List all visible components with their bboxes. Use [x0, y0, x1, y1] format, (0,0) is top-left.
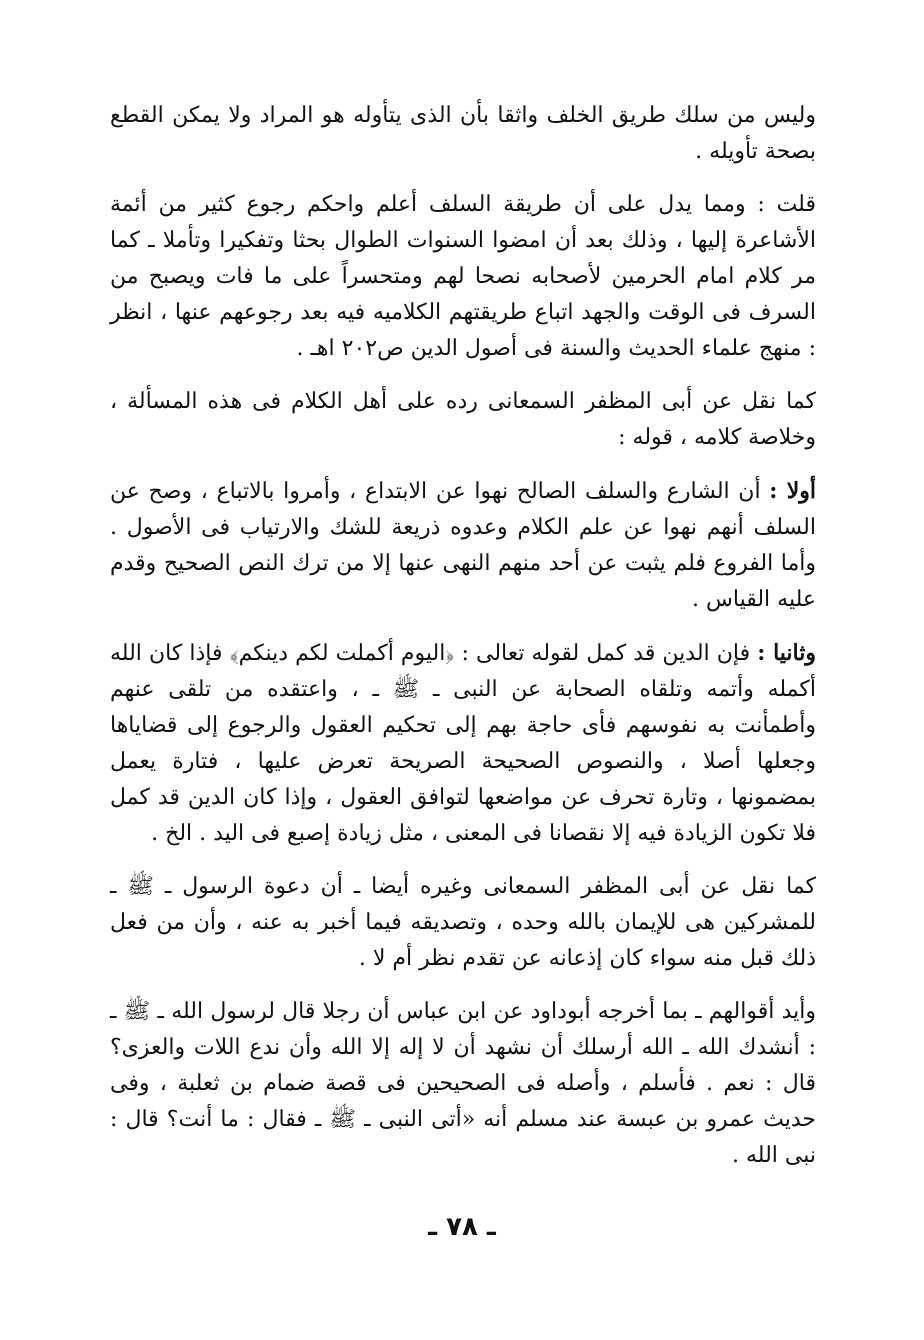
paragraph-4-text: أن الشارع والسلف الصالح نهوا عن الابتداع ، وأمروا بالاتباع ، وصح عن السلف أنهم نهوا عن علم الكلام وعدوه ذريعة للشك والارتياب فى الأصول . وأما الفروع فلم يثبت عن أحد منهم النهى عنها إلا من ترك النص الصحيح وقدم عليه القياس . [110, 479, 816, 612]
paragraph-3 [110, 384, 816, 456]
page-number: ـ ٧٨ ـ [428, 1212, 496, 1242]
paragraph-5-text: فإن الدين قد كمل لقوله تعالى : ﴿اليوم أكملت لكم دينكم﴾ فإذا كان الله أكمله وأتمه وتلقاه الصحابة عن النبى ـ ﷺ ـ ، واعتقده من تلقى عنهم وأطمأنت به نفوسهم فأى حاجة بهم إلى تحكيم العقول والرجوع إلى قضاياها وجعلها أصلا ، والنصوص الصحيحة الصريحة تعرض عليها ، فتارة يعمل بمضمونها ، وتارة تحرف عن مواضعها لتوافق العقول ، وإذا كان الدين قد كمل فلا تكون الزيادة فيه إلا نقصانا فى المعنى ، مثل زيادة إصبع فى اليد . الخ . [110, 641, 816, 846]
paragraph-7-text: وأيد أقوالهم ـ بما أخرجه أبوداود عن ابن عباس أن رجلا قال لرسول الله ـ ﷺ ـ : أنشدك الله ـ الله أرسلك أن نشهد أن لا إله إلا الله وأن ندع اللات والعزى؟ قال : نعم . فأسلم ، وأصله فى الصحيحين فى قصة ضمام بن ثعلبة ، وفى حديث عمرو بن عبسة عند مسلم أنه «أتى النبى ـ ﷺ ـ فقال : ما أنت؟ قال : نبى الله . [110, 999, 816, 1168]
paragraph-7 [110, 994, 816, 1174]
paragraph-5 [110, 635, 816, 852]
paragraph-2-text: قلت : ومما يدل على أن طريقة السلف أعلم واحكم رجوع كثير من أئمة الأشاعرة إليها ، وذلك بعد أن امضوا السنوات الطوال بحثا وتفكيرا وتأملا ـ كما مر كلام امام الحرمين لأصحابه نصحا لهم ومتحسراً على ما فات ويصبح من السرف فى الوقت والجهد اتباع طريقتهم الكلاميه فيه بعد رجوعهم عنها ، انظر : منهج علماء الحديث والسنة فى أصول الدين ص٢٠٢ اهـ . [110, 192, 816, 361]
paragraph-1 [110, 98, 816, 170]
paragraph-4-lead: أولا : [769, 478, 816, 504]
paragraph-1-text: وليس من سلك طريق الخلف واثقا بأن الذى يتأوله هو المراد ولا يمكن القطع بصحة تأويله . [110, 103, 816, 164]
paragraph-6-text: كما نقل عن أبى المظفر السمعانى وغيره أيضا ـ أن دعوة الرسول ـ ﷺ ـ للمشركين هى للإيمان بالله وحده ، وتصديقه فيما أخبر به عنه ، وأن من فعل ذلك قبل منه سواء كان إذعانه عن تقدم نظر أم لا . [110, 874, 816, 971]
paragraph-5-lead: وثانيا : [757, 640, 816, 666]
paragraph-4 [110, 473, 816, 618]
paragraph-3-text: كما نقل عن أبى المظفر السمعانى رده على أهل الكلام فى هذه المسألة ، وخلاصة كلامه ، قوله : [110, 389, 816, 450]
paragraph-6 [110, 869, 816, 977]
body-text [110, 98, 816, 1191]
paragraph-2 [110, 187, 816, 367]
